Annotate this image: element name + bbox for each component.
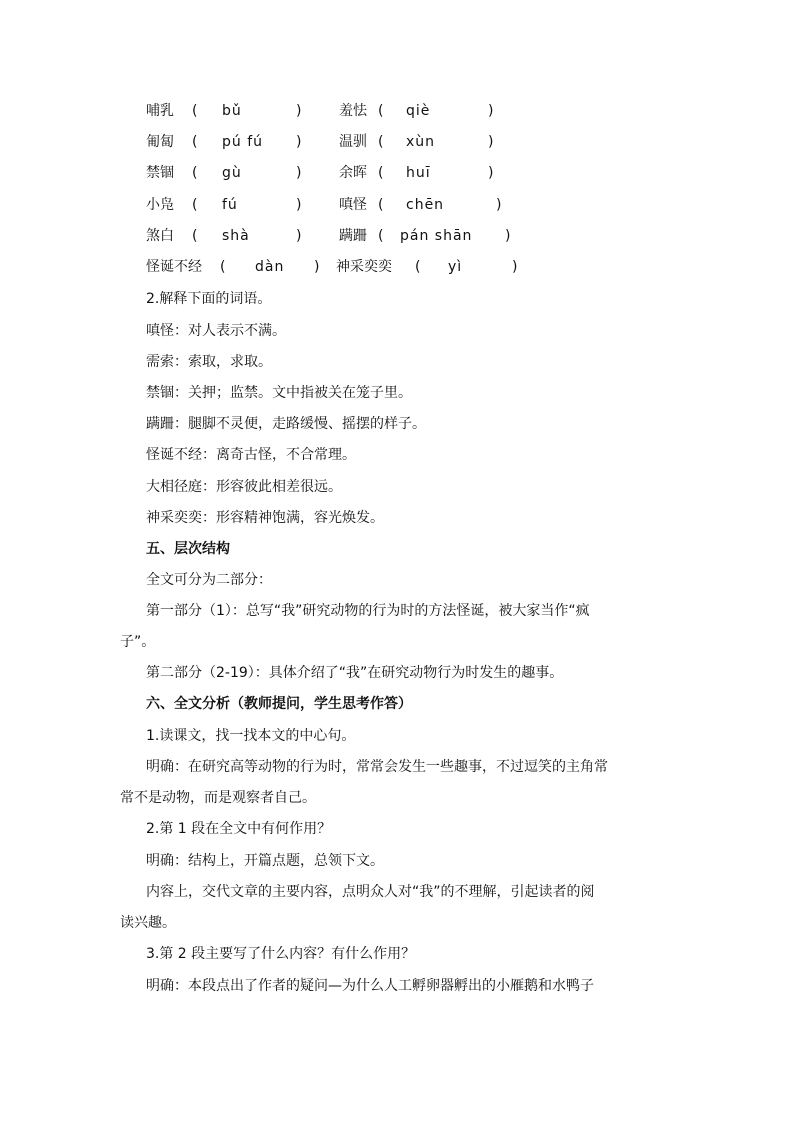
open-paren: (	[220, 259, 226, 275]
pinyin-answer: pán shān	[400, 228, 473, 244]
vocab-word: 煞白	[146, 228, 174, 244]
close-paren: )	[488, 165, 494, 181]
definition-item: 神采奕奕：形容精神饱满，容光焕发。	[146, 510, 384, 526]
section-heading: 五、层次结构	[146, 541, 230, 557]
close-paren: )	[296, 228, 302, 244]
vocab-word: 温驯	[339, 134, 367, 150]
answer-line: 内容上，交代文章的主要内容，点明众人对“我”的不理解，引起读者的阅	[146, 884, 595, 900]
section-heading: 六、全文分析（教师提问，学生思考作答）	[146, 696, 412, 712]
vocab-heading: 2.解释下面的词语。	[146, 291, 272, 307]
question: 1.读课文，找一找本文的中心句。	[146, 728, 356, 744]
vocab-word: 小凫	[146, 197, 174, 213]
close-paren: )	[296, 134, 302, 150]
pinyin-answer: bǔ	[222, 103, 242, 119]
definition-item: 大相径庭：形容彼此相差很远。	[146, 479, 342, 495]
answer-line: 常不是动物，而是观察者自己。	[120, 790, 316, 806]
question: 2.第 1 段在全文中有何作用？	[146, 821, 332, 837]
close-paren: )	[512, 259, 518, 275]
close-paren: )	[488, 134, 494, 150]
answer-line: 明确：在研究高等动物的行为时，常常会发生一些趣事，不过逗笑的主角常	[146, 759, 608, 775]
answer-line: 明确：本段点出了作者的疑问—为什么人工孵卵器孵出的小雁鹅和水鸭子	[146, 978, 594, 994]
open-paren: (	[415, 259, 421, 275]
vocab-word: 哺乳	[146, 103, 174, 119]
open-paren: (	[378, 228, 384, 244]
paragraph-line: 第二部分（2-19）：具体介绍了“我”在研究动物行为时发生的趣事。	[146, 665, 564, 681]
definition-item: 需索：索取，求取。	[146, 354, 272, 370]
definition-item: 嗔怪：对人表示不满。	[146, 323, 286, 339]
paragraph-line: 第一部分（1）：总写“我”研究动物的行为时的方法怪诞，被大家当作“疯	[146, 603, 590, 619]
vocab-word: 羞怯	[339, 103, 367, 119]
definition-item: 怪诞不经：离奇古怪，不合常理。	[146, 447, 356, 463]
vocab-word: 匍匐	[146, 134, 174, 150]
pinyin-answer: shà	[222, 228, 250, 244]
open-paren: (	[192, 165, 198, 181]
close-paren: )	[296, 197, 302, 213]
pinyin-answer: qiè	[406, 103, 431, 119]
vocab-word: 怪诞不经	[146, 259, 202, 275]
open-paren: (	[378, 165, 384, 181]
answer-line: 明确：结构上，开篇点题，总领下文。	[146, 853, 384, 869]
close-paren: )	[296, 165, 302, 181]
open-paren: (	[192, 134, 198, 150]
open-paren: (	[378, 103, 384, 119]
pinyin-answer: gù	[222, 165, 242, 181]
pinyin-answer: pú fú	[222, 134, 264, 150]
pinyin-answer: chēn	[406, 197, 445, 213]
pinyin-answer: huī	[406, 165, 431, 181]
close-paren: )	[505, 228, 511, 244]
vocab-word: 蹒跚	[339, 228, 367, 244]
definition-item: 禁锢：关押；监禁。文中指被关在笼子里。	[146, 385, 412, 401]
question: 3.第 2 段主要写了什么内容？有什么作用？	[146, 946, 416, 962]
pinyin-answer: xùn	[406, 134, 436, 150]
definition-item: 蹒跚：腿脚不灵便，走路缓慢、摇摆的样子。	[146, 416, 426, 432]
open-paren: (	[192, 103, 198, 119]
pinyin-answer: dàn	[255, 259, 285, 275]
paragraph-line: 子”。	[120, 634, 156, 650]
open-paren: (	[378, 197, 384, 213]
vocab-word: 嗔怪	[339, 197, 367, 213]
pinyin-answer: fú	[222, 197, 238, 213]
vocab-word: 禁锢	[146, 165, 174, 181]
open-paren: (	[192, 197, 198, 213]
close-paren: )	[496, 197, 502, 213]
paragraph-line: 全文可分为二部分：	[146, 572, 272, 588]
answer-line: 读兴趣。	[120, 915, 176, 931]
vocab-word: 神采奕奕	[336, 259, 392, 275]
open-paren: (	[192, 228, 198, 244]
close-paren: )	[488, 103, 494, 119]
pinyin-answer: yì	[448, 259, 463, 275]
close-paren: )	[314, 259, 320, 275]
close-paren: )	[296, 103, 302, 119]
vocab-word: 余晖	[339, 165, 367, 181]
open-paren: (	[378, 134, 384, 150]
